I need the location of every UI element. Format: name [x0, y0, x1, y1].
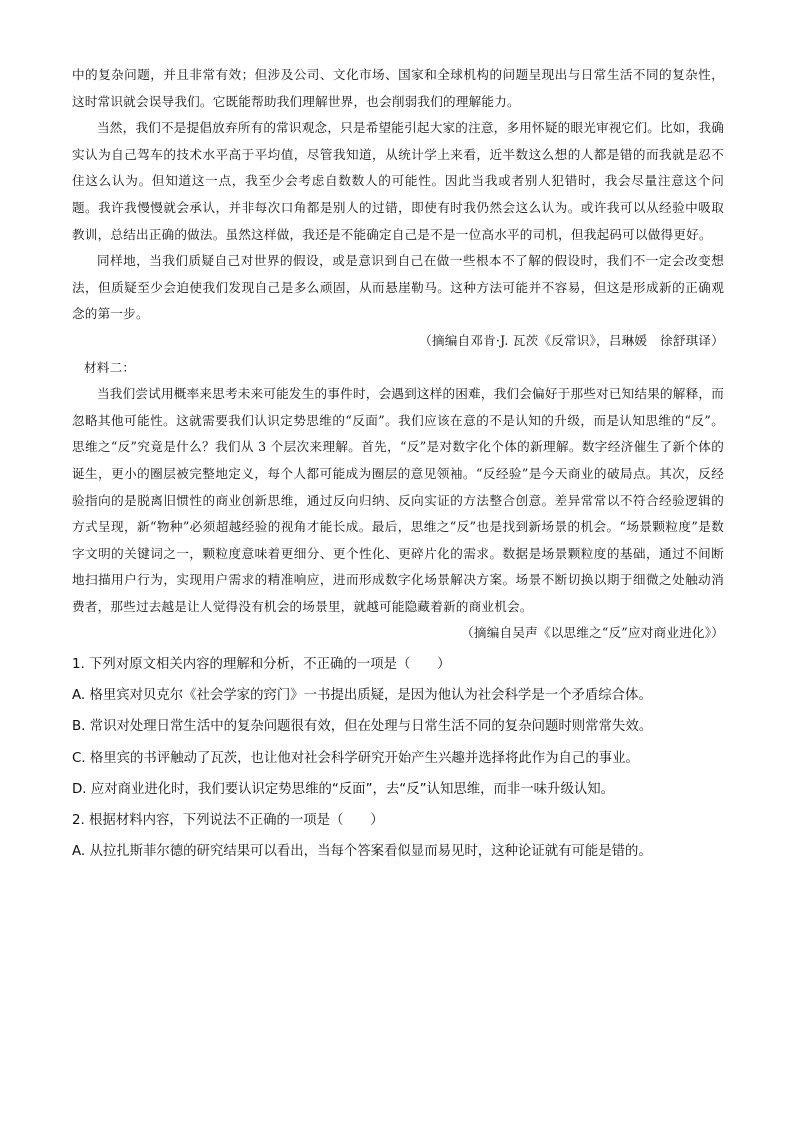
question-1-option-d: D. 应对商业进化时，我们要认识定势思维的“反面”，去“反”认知思维，而非一味升级认知。: [72, 781, 615, 797]
question-2-option-a: A. 从拉扎斯菲尔德的研究结果可以看出，当每个答案看似显而易见时，这种论证就有可能是错的。: [72, 844, 652, 860]
material-two: [72, 355, 724, 648]
material-one-paragraph-2: 当然，我们不是提倡放弃所有的常识观念，只是希望能引起大家的注意，多用怀疑的眼光审视它们。比如，我确实认为自己驾车的技术水平高于平均值，尽管我知道，从统计学上来看，近半数这么想的人都是错的而我就是忍不住这么认为。但知道这一点，我至少会考虑自数数人的可能性。因此当我或者别人犯错时，我会尽量注意这个问题。我许我慢慢就会承认，并非每次口角都是别人的过错，即使有时我仍然会这么认为。或许我可以从经验中吸取教训，总结出正确的做法。虽然这样做，我还是不能确定自己是不是一位高水平的司机，但我起码可以做得更好。: [72, 120, 724, 242]
question-1-option-c: C. 格里宾的书评触动了瓦茨，也让他对社会科学研究开始产生兴趣并选择将此作为自己的事业。: [72, 750, 639, 766]
material-two-heading: 材料二：: [84, 359, 136, 375]
question-1-option-a: A. 格里宾对贝克尔《社会学家的窍门》一书提出质疑，是因为他认为社会科学是一个矛盾综合体。: [72, 688, 652, 704]
question-1-option-b: B. 常识对处理日常生活中的复杂问题很有效，但在处理与日常生活不同的复杂问题时则常常失效。: [72, 719, 653, 735]
document-page: [72, 62, 724, 867]
material-one-paragraph-3: 同样地，当我们质疑自己对世界的假设，或是意识到自己在做一些根本不了解的假设时，我们不一定会改变想法，但质疑至少会迫使我们发现自己是多么顽固，从而悬崖勒马。这种方法可能并不容易，但这是形成新的正确观念的第一步。: [72, 253, 724, 322]
material-two-source: （摘编自吴声《以思维之“反”应对商业进化》）: [461, 625, 724, 641]
question-2-stem: 2. 根据材料内容，下列说法不正确的一项是（ ）: [72, 813, 384, 829]
question-section: [72, 649, 724, 867]
material-two-paragraph-1: 当我们尝试用概率来思考未来可能发生的事件时，会遇到这样的困难，我们会偏好于那些对已知结果的解释，而忽略其他可能性。这就需要我们认识定势思维的“反面”。我们应该在意的不是认知的升级，而是认知思维的“反”。思维之“反”究竟是什么？我们从 3 个层次来理解。首先，“反”是对数字化个体的新理解。数字经济催生了新个体的诞生，更小的圈层被完整地定义，每个人都可能成为圈层的意见领袖。“反经验”是今天商业的破局点。其次，反经验指向的是脱离旧惯性的商业创新思维，通过反向归纳、反向实证的方法整合创意。差异常常以不符合经验逻辑的方式呈现，新“物种”必须超越经验的视角才能长成。最后，思维之“反”也是找到新场景的机会。“场景颗粒度”是数字文明的关键词之一，颗粒度意味着更细分、更个性化、更碎片化的需求。数据是场景颗粒度的基础，通过不间断地扫描用户行为，实现用户需求的精准响应，进而形成数字化场景解决方案。场景不断切换以期于细微之处触动消费者，那些过去越是让人觉得没有机会的场景里，就越可能隐藏着新的商业机会。: [72, 386, 724, 614]
material-one-source: （摘编自邓肯·J. 瓦茨《反常识》，吕琳媛 徐舒琪译）: [419, 332, 724, 348]
material-one: [72, 62, 724, 355]
material-one-paragraph-1: 中的复杂问题，并且非常有效；但涉及公司、文化市场、国家和全球机构的问题呈现出与日常生活不同的复杂性，这时常识就会误导我们。它既能帮助我们理解世界，也会削弱我们的理解能力。: [72, 67, 724, 109]
question-1-stem: 1. 下列对原文相关内容的理解和分析，不正确的一项是（ ）: [72, 657, 451, 673]
